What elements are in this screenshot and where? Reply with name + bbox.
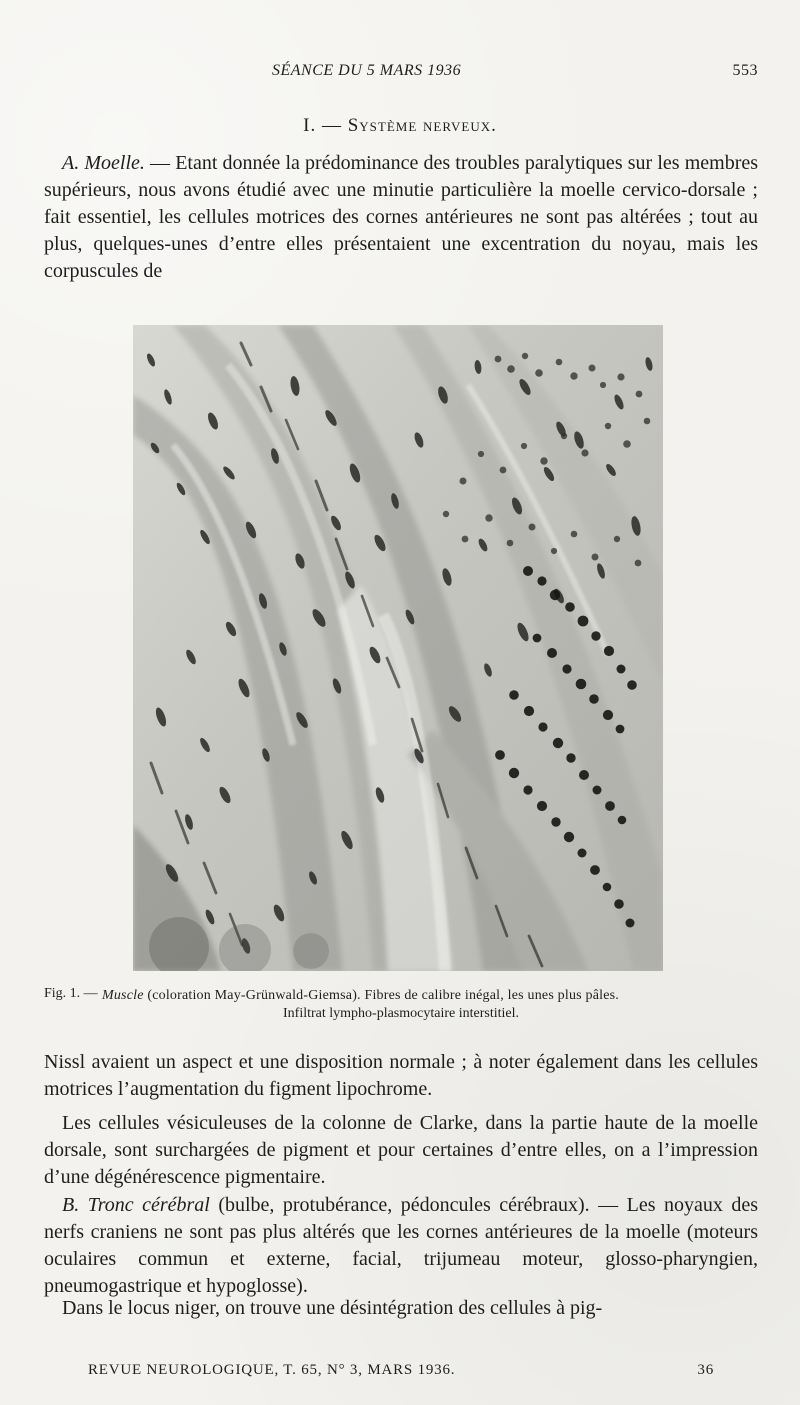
paragraph-text-moelle: — Etant donnée la prédominance des troubles paralytiques sur les membres supérieurs, nous avons étudié avec une minutie particulière la moelle cervico-dorsale ; fait essentiel, les cellules motrices des cornes antérieures ne sont pas altérées ; tout au plus, quelques-unes d’entre elles présentaient une excentration du noyau, mais les corpuscules de xyxy=(44,152,759,282)
paragraph-label-tronc: B. Tronc cérébral xyxy=(62,1194,210,1216)
section-heading: I. — Système nerveux. xyxy=(303,115,497,136)
muscle-micrograph xyxy=(133,325,663,971)
figure-caption xyxy=(44,987,758,1023)
paragraph-clarke: Les cellules vésiculeuses de la colonne de Clarke, dans la partie haute de la moelle dorsale, sont surchargées de pigment et pour certaines d’entre elles, on a l’impression d’une dégénérescence pigmentaire. xyxy=(44,1112,758,1188)
caption-line-1 xyxy=(44,987,758,1005)
caption-italic-word: Muscle xyxy=(102,988,144,1003)
page-header xyxy=(44,62,758,86)
caption-line-2: Infiltrat lympho-plasmocytaire interstitiel. xyxy=(283,1006,519,1021)
paragraph-tronc xyxy=(44,1192,758,1300)
figure-label: Fig. 1. — xyxy=(44,986,98,1001)
paragraph-label-moelle: A. Moelle. xyxy=(62,152,145,174)
paragraph-moelle xyxy=(44,150,758,285)
paragraph-locus: Dans le locus niger, on trouve une désintégration des cellules à pig- xyxy=(62,1297,603,1319)
running-title: SÉANCE DU 5 MARS 1936 xyxy=(272,62,462,79)
paragraph-text-tronc: (bulbe, protubérance, pédoncules cérébraux). — Les noyaux des nerfs craniens ne sont pas plus altérés que les cornes antérieures de la moelle (moteurs oculaires commun et externe, facial, trijumeau moteur, glosso-pharyngien, pneumogastrique et hypoglosse). xyxy=(44,1194,758,1297)
sheet-number: 36 xyxy=(697,1362,714,1378)
page-number: 553 xyxy=(732,62,758,79)
micrograph-image xyxy=(133,325,663,971)
journal-reference: REVUE NEUROLOGIQUE, T. 65, N° 3, MARS 1936. xyxy=(88,1362,456,1378)
paragraph-after-figure-1: Nissl avaient un aspect et une disposition normale ; à noter également dans les cellules motrices l’augmentation du figment lipochrome. xyxy=(44,1051,758,1100)
caption-line-1-text: (coloration May-Grünwald-Giemsa). Fibres de calibre inégal, les unes plus pâles. xyxy=(143,988,619,1003)
page-footer xyxy=(88,1362,714,1384)
